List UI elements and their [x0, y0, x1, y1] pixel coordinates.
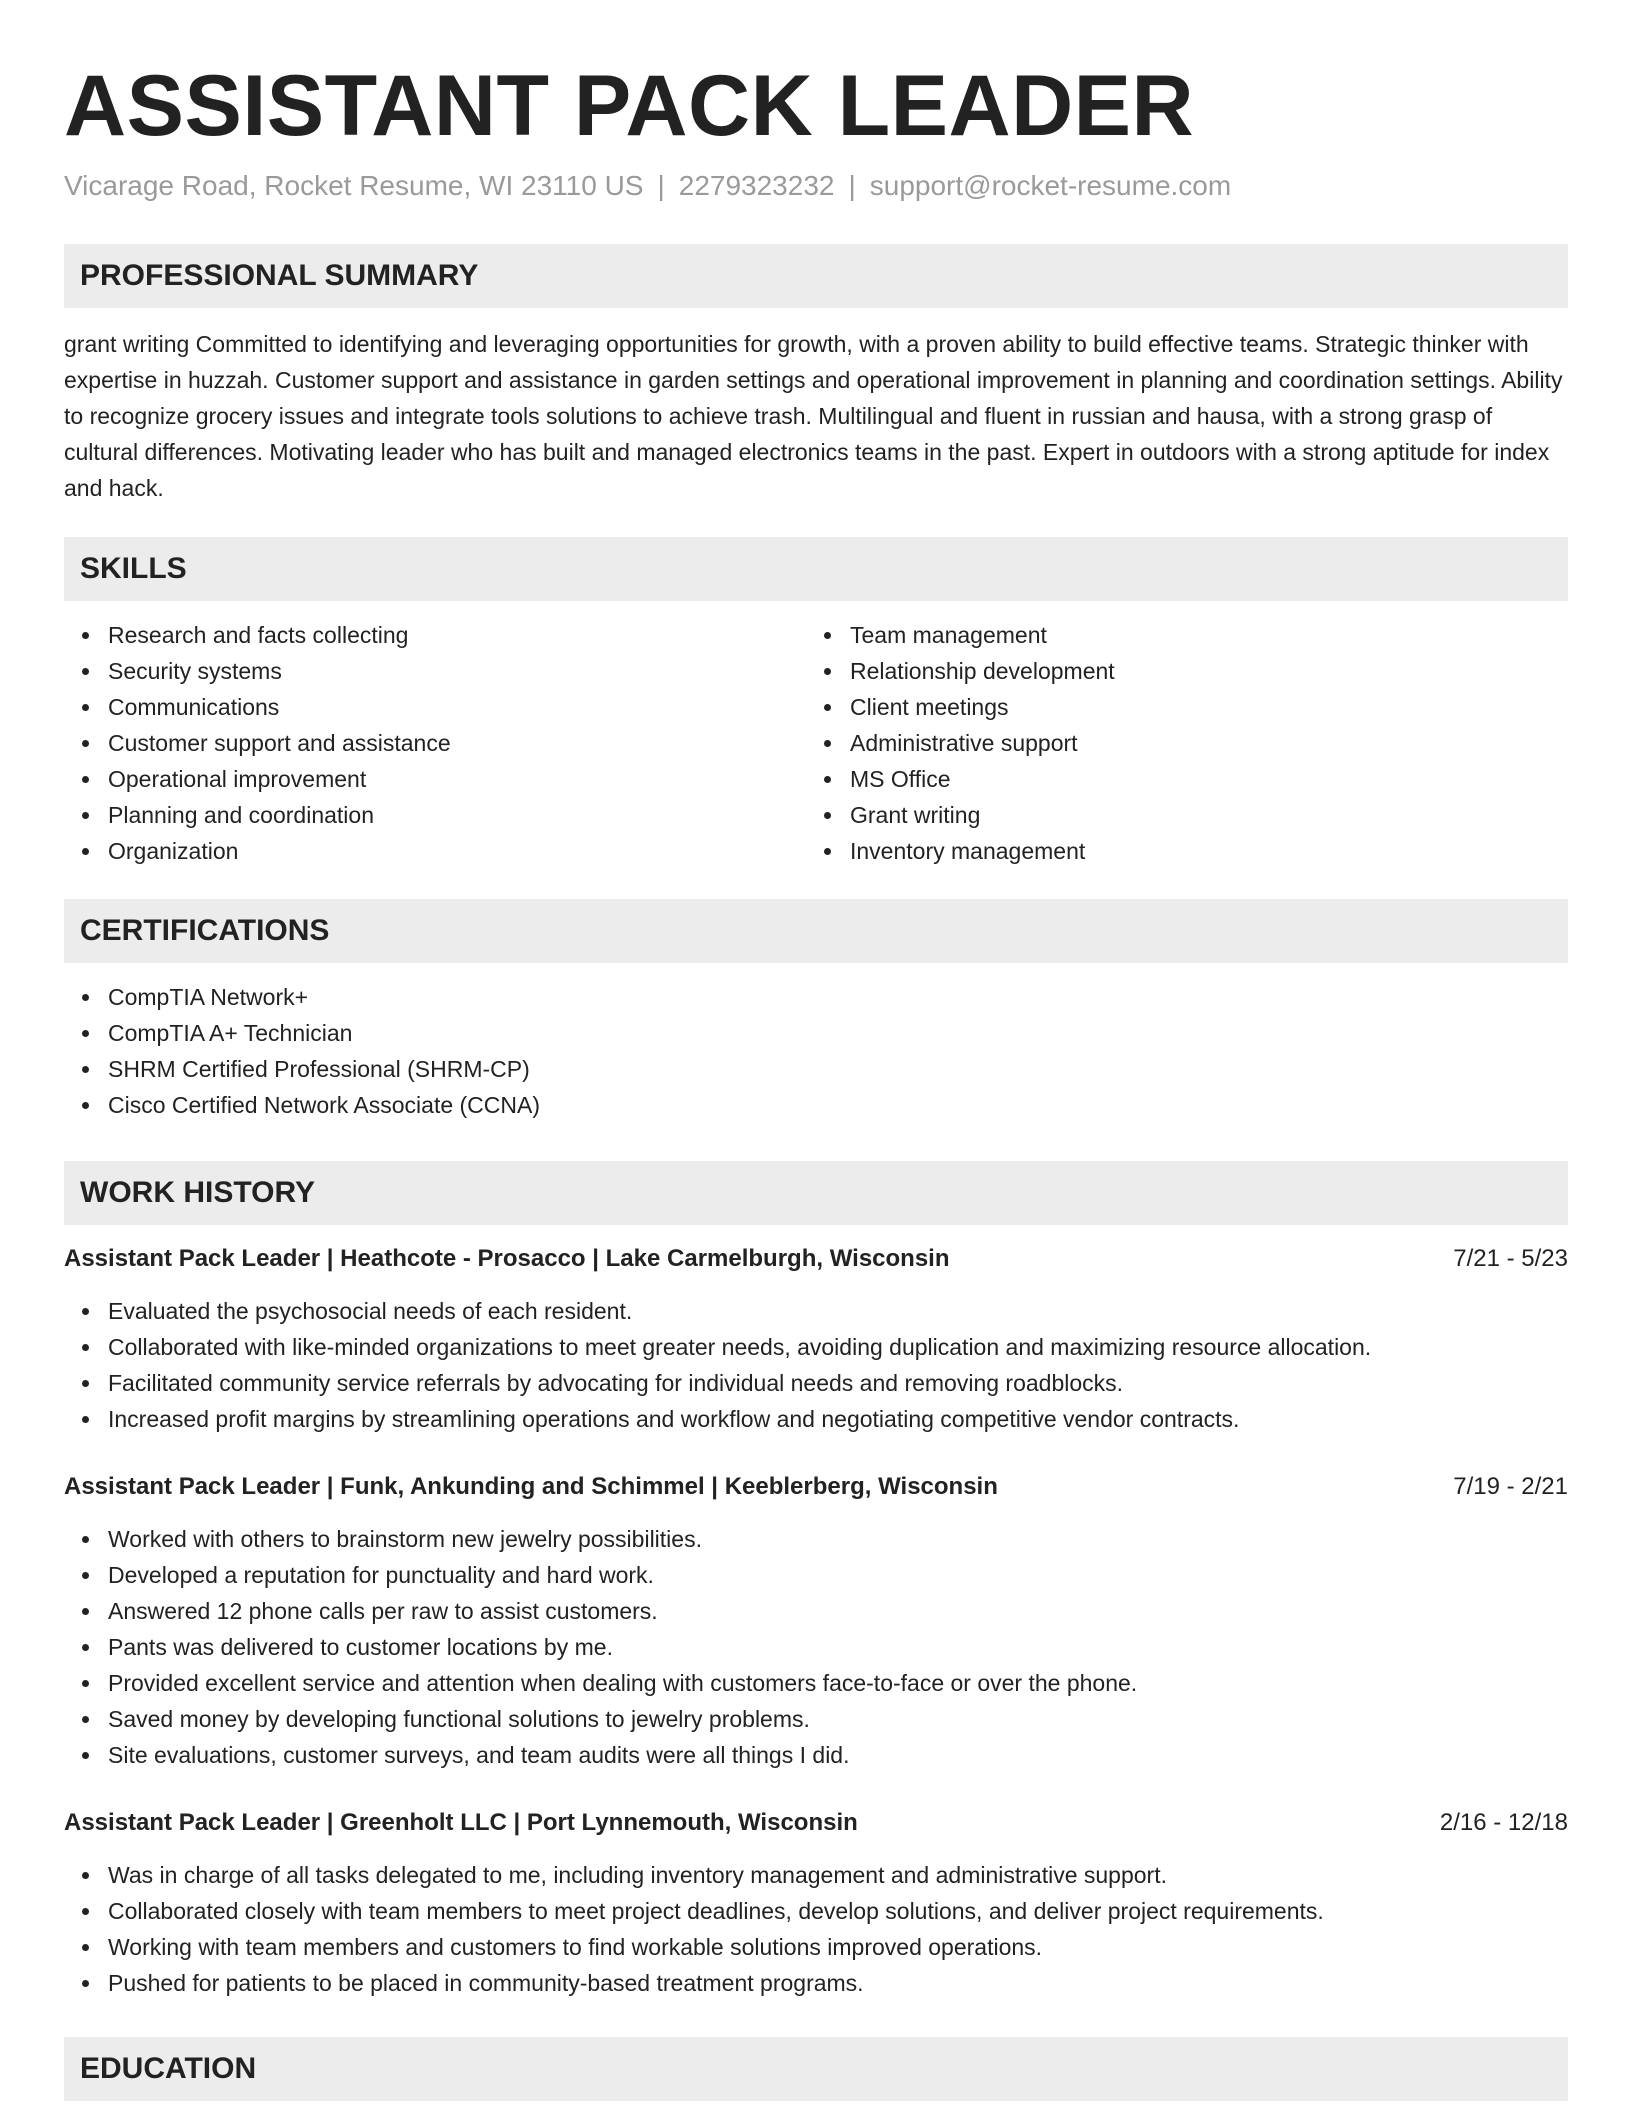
job-title: Assistant Pack Leader | Heathcote - Prosacco | Lake Carmelburgh, Wisconsin [64, 1245, 950, 1272]
contact-separator: | [657, 170, 665, 201]
summary-text: grant writing Committed to identifying and leveraging opportunities for growth, with a proven ability to build effective teams. Strategic thinker with expertise in huzzah. Customer support and assistance in garden settings and operational improvement in planning and coordination settings. Ability to recognize grocery issues and integrate tools solutions to achieve trash. Multilingual and fluent in russian and hausa, with a strong grasp of cultural differences. Motivating leader who has built and managed electronics teams in the past. Expert in outdoors with a strong aptitude for index and hack. [64, 331, 1563, 501]
job-bullet: Working with team members and customers to find workable solutions improved operations. [64, 1929, 1568, 1965]
skill-item: Planning and coordination [64, 797, 806, 833]
job-bullet: Evaluated the psychosocial needs of each resident. [64, 1293, 1568, 1329]
skills-list [64, 617, 1568, 869]
job-entry [64, 1805, 1568, 2001]
job-bullets [64, 1293, 1568, 1437]
job-title: Assistant Pack Leader | Funk, Ankunding and Schimmel | Keeblerberg, Wisconsin [64, 1473, 998, 1500]
job-bullets [64, 1857, 1568, 2001]
skill-item: Grant writing [806, 797, 1548, 833]
job-header [64, 1241, 1568, 1277]
skill-item: Administrative support [806, 725, 1548, 761]
contact-separator: | [848, 170, 856, 201]
job-dates: 7/19 - 2/21 [1453, 1473, 1568, 1500]
resume-page [64, 0, 1568, 2101]
job-bullet: Developed a reputation for punctuality and hard work. [64, 1557, 1568, 1593]
contact-address: Vicarage Road, Rocket Resume, WI 23110 US [64, 170, 644, 201]
job-title: Assistant Pack Leader | Greenholt LLC | Port Lynnemouth, Wisconsin [64, 1809, 858, 1836]
job-bullet: Worked with others to brainstorm new jewelry possibilities. [64, 1521, 1568, 1557]
job-bullet: Increased profit margins by streamlining operations and workflow and negotiating competitive vendor contracts. [64, 1401, 1568, 1437]
skills-column-left [64, 617, 806, 869]
certification-item: CompTIA Network+ [64, 979, 1568, 1015]
contact-line [64, 168, 1568, 204]
skill-item: Client meetings [806, 689, 1548, 725]
skill-item: Operational improvement [64, 761, 806, 797]
skill-item: Relationship development [806, 653, 1548, 689]
skill-item: Research and facts collecting [64, 617, 806, 653]
section-heading-skills: SKILLS [64, 537, 1568, 601]
certification-item: Cisco Certified Network Associate (CCNA) [64, 1087, 1568, 1123]
resume-name: ASSISTANT PACK LEADER [64, 58, 1195, 154]
job-bullet: Provided excellent service and attention when dealing with customers face-to-face or over the phone. [64, 1665, 1568, 1701]
job-header [64, 1469, 1568, 1505]
job-header [64, 1805, 1568, 1841]
job-bullet: Saved money by developing functional solutions to jewelry problems. [64, 1701, 1568, 1737]
job-bullet: Was in charge of all tasks delegated to me, including inventory management and administrative support. [64, 1857, 1568, 1893]
skill-item: Inventory management [806, 833, 1548, 869]
section-heading-certifications: CERTIFICATIONS [64, 899, 1568, 963]
skill-item: Team management [806, 617, 1548, 653]
skill-item: Communications [64, 689, 806, 725]
job-bullet: Pants was delivered to customer locations by me. [64, 1629, 1568, 1665]
job-bullet: Pushed for patients to be placed in community-based treatment programs. [64, 1965, 1568, 2001]
skill-item: Organization [64, 833, 806, 869]
certifications-list [64, 979, 1568, 1123]
job-bullet: Collaborated with like-minded organizations to meet greater needs, avoiding duplication and maximizing resource allocation. [64, 1329, 1568, 1365]
job-dates: 7/21 - 5/23 [1453, 1245, 1568, 1272]
contact-phone: 2279323232 [678, 170, 835, 201]
job-bullet: Facilitated community service referrals by advocating for individual needs and removing roadblocks. [64, 1365, 1568, 1401]
section-heading-education: EDUCATION [64, 2037, 1568, 2101]
job-entry [64, 1241, 1568, 1437]
certification-item: CompTIA A+ Technician [64, 1015, 1568, 1051]
job-dates: 2/16 - 12/18 [1439, 1809, 1568, 1836]
skill-item: Customer support and assistance [64, 725, 806, 761]
skills-column-right [806, 617, 1548, 869]
section-heading-work-history: WORK HISTORY [64, 1161, 1568, 1225]
certification-item: SHRM Certified Professional (SHRM-CP) [64, 1051, 1568, 1087]
job-bullet: Answered 12 phone calls per raw to assist customers. [64, 1593, 1568, 1629]
job-entry [64, 1469, 1568, 1773]
contact-email: support@rocket-resume.com [869, 170, 1232, 201]
job-bullet: Site evaluations, customer surveys, and team audits were all things I did. [64, 1737, 1568, 1773]
skill-item: Security systems [64, 653, 806, 689]
job-bullets [64, 1521, 1568, 1773]
skill-item: MS Office [806, 761, 1548, 797]
section-heading-summary: PROFESSIONAL SUMMARY [64, 244, 1568, 308]
job-bullet: Collaborated closely with team members to meet project deadlines, develop solutions, and deliver project requirements. [64, 1893, 1568, 1929]
